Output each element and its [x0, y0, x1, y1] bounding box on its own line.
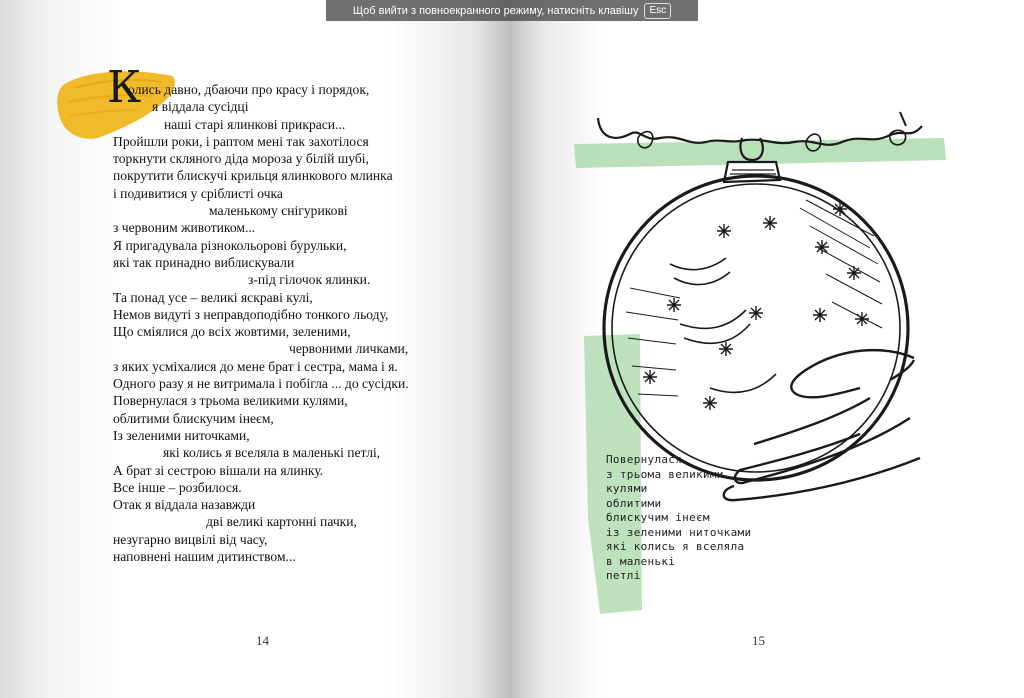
caption-line: з трьома великими	[606, 467, 724, 481]
poem-line: наповнені нашим дитинством...	[113, 549, 296, 565]
caption-line: петлі	[606, 569, 641, 582]
poem-line: Повернулася з трьома великими кулями,	[113, 393, 348, 409]
caption-line: Повернулася	[606, 453, 683, 466]
fullscreen-hint-text: Щоб вийти з повноекранного режиму, натисніть клавішу	[352, 4, 639, 17]
poem-line: Все інше – розбилося.	[113, 479, 242, 495]
drop-cap-letter: К	[107, 62, 142, 113]
left-page-number: 14	[256, 633, 269, 648]
poem-line: наші старі ялинкові прикраси...	[164, 116, 346, 132]
poem-line: Отак я віддала назавжди	[113, 497, 256, 513]
poem-line: олись давно, дбаючи про красу і порядок,	[128, 82, 370, 97]
poem-line: А брат зі сестрою вішали на ялинку.	[113, 462, 324, 478]
poem-line: які так принадно виблискували	[113, 254, 295, 270]
poem-line: червоними личками,	[289, 341, 409, 357]
poem-line: і подивитися у сріблисті очка	[113, 185, 283, 201]
caption-line: в маленькі	[606, 554, 676, 568]
esc-key-badge: Esc	[644, 3, 671, 19]
caption-line: кулями	[606, 482, 648, 495]
caption-line: облитими	[606, 496, 662, 510]
poem-line: з яких усміхалися до мене брат і сестра, мама і я.	[113, 358, 398, 374]
poem-line: Я пригадувала різнокольорові бурульки,	[113, 237, 347, 253]
poem-line: дві великі картонні пачки,	[206, 514, 357, 530]
caption-line: із зеленими ниточками	[606, 525, 752, 539]
poem-line: незугарно вицвілі від часу,	[113, 531, 268, 547]
fullscreen-exit-hint	[326, 0, 698, 21]
poem-line: Одного разу я не витримала і побігла ... до сусідки.	[113, 376, 409, 392]
poem-line: я віддала сусідці	[152, 99, 249, 115]
poem-line: Пройшли роки, і раптом мені так захотілося	[113, 133, 369, 149]
poem-line: Що сміялися до всіх жовтими, зеленими,	[113, 324, 351, 340]
poem-line: облитими блискучим інеєм,	[113, 410, 274, 426]
caption-line: блискучим інеєм	[606, 511, 710, 524]
poem-line: Із зеленими ниточками,	[113, 427, 250, 443]
caption-line: які колись я вселяла	[606, 540, 745, 553]
right-page-number: 15	[752, 633, 765, 648]
poem-line: з червоним животиком...	[113, 220, 256, 236]
poem-line: покрутити блискучі крильця ялинкового млинка	[113, 168, 393, 184]
poem-line: з-під гілочок ялинки.	[248, 272, 371, 288]
poem-line: Та понад усе – великі яскраві кулі,	[113, 289, 313, 305]
poem-line: Немов видуті з неправдоподібно тонкого льоду,	[113, 306, 389, 322]
poem-line: торкнути скляного діда мороза у білій шубі,	[113, 151, 369, 167]
poem-line: маленькому снігурикові	[209, 203, 348, 219]
poem-line: які колись я вселяла в маленькі петлі,	[163, 445, 381, 461]
poem-text	[0, 81, 512, 565]
handwritten-caption	[606, 453, 751, 584]
